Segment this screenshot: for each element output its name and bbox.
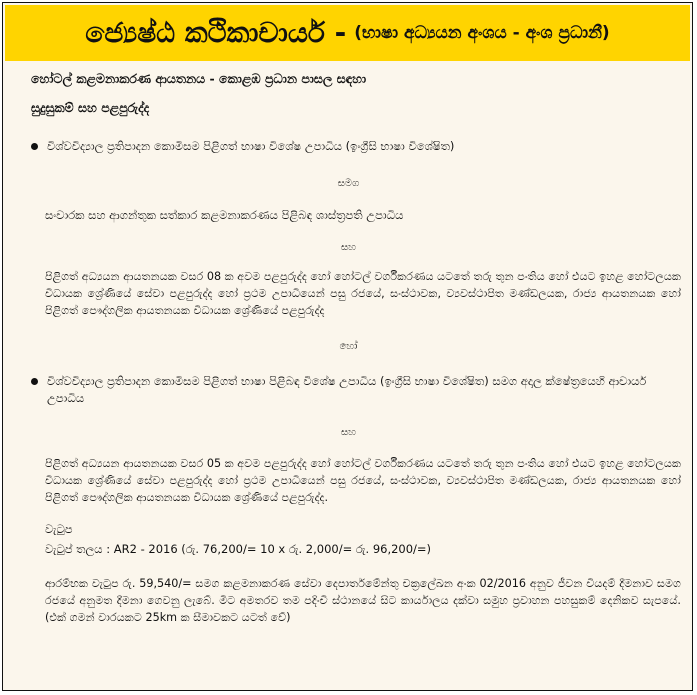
salary-scale: වැටුප් තලය : AR2 - 2016 (රු. 76,200/= 10 x රු. 2,000/= රු. 96,200/=)	[45, 542, 432, 556]
conjunction-with: සමග	[337, 178, 360, 189]
qualifications-heading: සුදුසුකම් සහ පළපුරුද්ද	[31, 100, 150, 115]
option-1-experience: පිළිගත් අධ්‍යයන ආයතනයක වසර 08 ක අවම පළපුරුද්ද හෝ හෝටල් වර්ගීකරණය යටතේ තරු තුන පංතිය හෝ එයට ඉහළ හෝටලයක විධායක ශ්‍රේණියේ සේවා පළපුරුද්ද හෝ ප්‍රථම උපාධියෙන් පසු රජයේ, සංස්ථාවක, ව්‍යවස්ථාපිත මණ්ඩලයක, රාජ්‍ය ආයතනයක හෝ පිළිගත් පෞද්ගලික ආයතනයක විධායක ශ්‍රේණියේ පළපුරුද්ද	[45, 270, 681, 317]
page-subtitle: (භාෂා අධ්‍යයන අංශය - අංශ ප්‍රධානී)	[354, 23, 610, 43]
option-1-masters: සංචාරක සහ ආගන්තුක සත්කාර කළමනාකරණය පිළිබඳ ශාස්ත්‍රපති උපාධිය	[45, 208, 404, 222]
option-2-degree: විශ්වවිද්‍යාල ප්‍රතිපාදන කොමිසම පිළිගත් භාෂා පිළිබඳ විශේෂ උපාධිය (ඉංග්‍රීසි භාෂා විශේෂිත) සමග අදාල ක්ෂේත්‍රයෙහි ආචාර්ය උපාධිය	[47, 374, 647, 405]
option-1-degree: විශ්වවිද්‍යාල ප්‍රතිපාදන කොමිසම පිළිගත් භාෂා විශේෂ උපාධිය (ඉංග්‍රීසි භාෂා විශේෂිත)	[47, 139, 455, 153]
institute-line: හෝටල් කළමනාකරණ ආයතනය - කොළඹ ප්‍රධාන පාසල සඳහා	[31, 71, 367, 86]
conjunction-or: හෝ	[339, 341, 358, 352]
conjunction-and-2: සහ	[340, 427, 357, 438]
salary-details: ආරම්භක වැටුප රු. 59,540/= සමග කළමනාකරණ සේවා දෙපාර්තමේන්තු චක්‍රලේඛන අංක 02/2016 අනුව ජීවන වියදම් දීමනාව සමග රජයේ අනුමත දීමනා ගෙවනු ලැබේ. මීට අමතරව තම පදිංචි ස්ථානයේ සිට කාර්යාලය දක්වා සමුහ ප්‍රවාහන පහසුකම් දෙනිකව සැපයේ. (එක් ගමන් වාරයකට 25km ක සීමාවකට යටත් වේ)	[45, 577, 681, 624]
bullet-icon	[31, 143, 38, 150]
title-bar	[5, 5, 690, 61]
conjunction-and: සහ	[340, 242, 357, 253]
option-2-experience: පිළිගත් අධ්‍යයන ආයතනයක වසර 05 ක අවම පළපුරුද්ද හෝ හෝටල් වර්ගීකරණය යටතේ තරු තුන පංතිය හෝ එයට ඉහළ හෝටලයක විධායක ශ්‍රේණියේ සේවා පළපුරුද්ද හෝ ප්‍රථම උපාධියෙන් පසු රජයේ, සංස්ථාවක, ව්‍යවස්ථාපිත මණ්ඩලයක, රාජ්‍ය ආයතනයක හෝ පිළිගත් පෞද්ගලික ආයතනයක විධායක ශ්‍රේණියේ පළපුරුද්ද.	[45, 457, 681, 504]
page-title: ජ්‍යෙෂ්ඨ කථිකාචාර්ය -	[85, 16, 347, 49]
advertisement-frame	[2, 2, 693, 691]
bullet-icon	[31, 378, 38, 385]
salary-label: වැටුප	[45, 522, 73, 536]
